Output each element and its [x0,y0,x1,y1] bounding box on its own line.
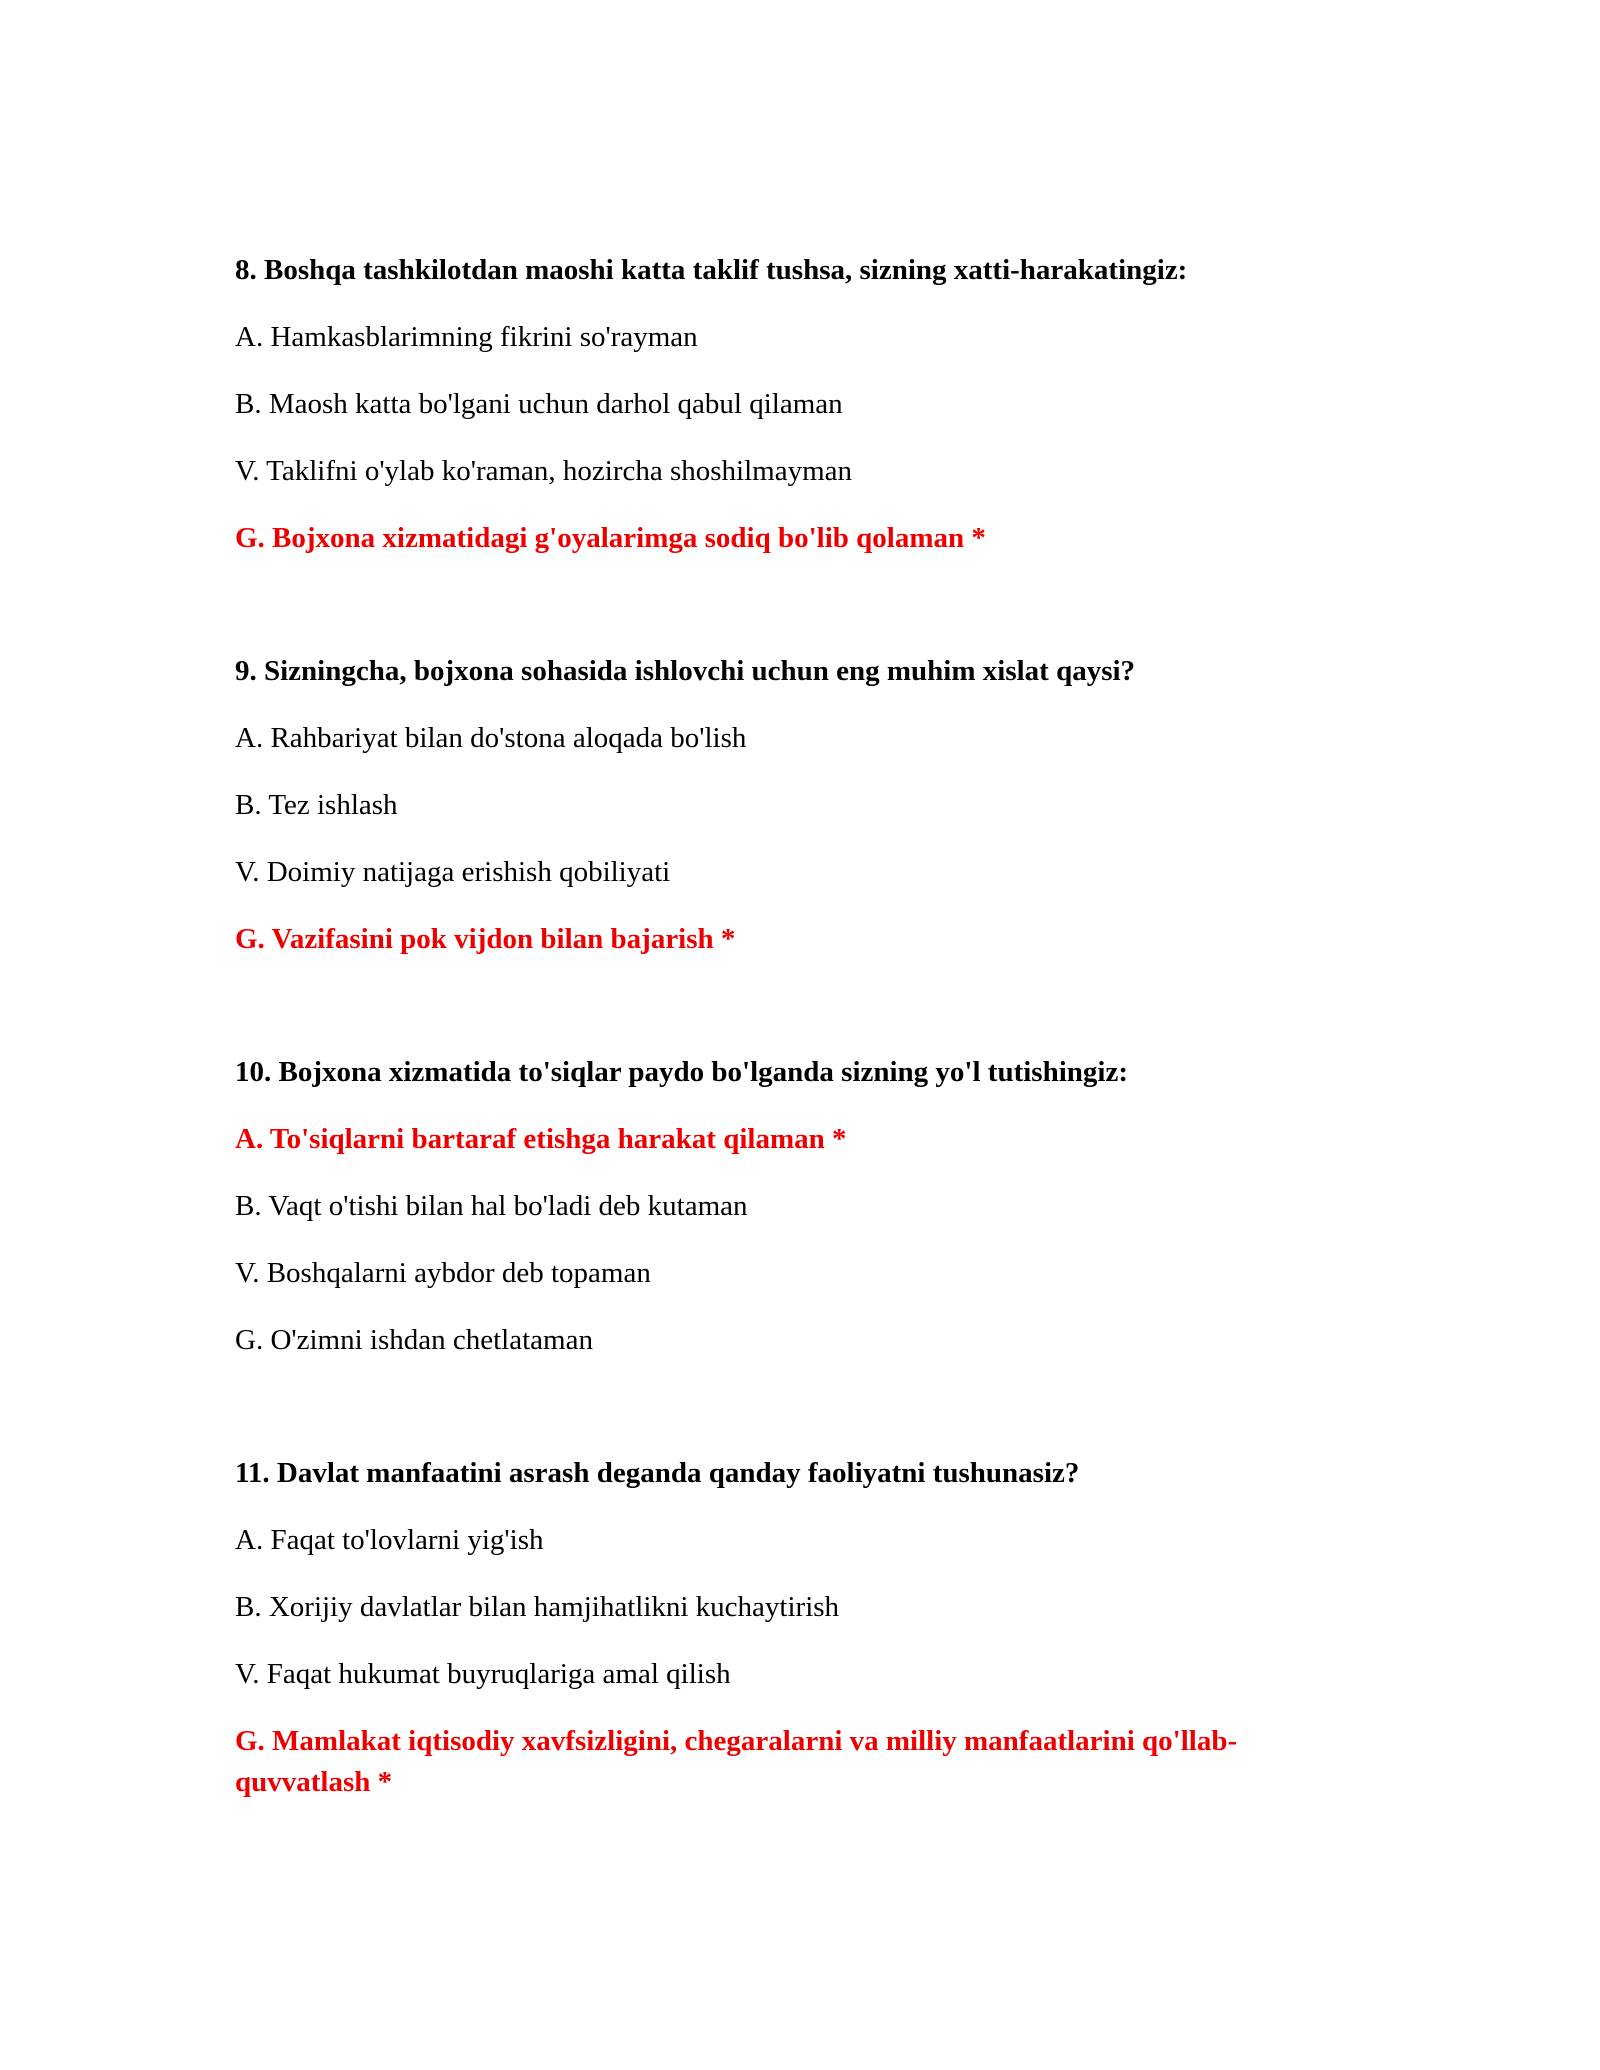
answer-option: B. Vaqt o'tishi bilan hal bo'ladi deb kutaman [235,1190,748,1222]
answer-option: V. Faqat hukumat buyruqlariga amal qilish [235,1658,731,1690]
answer-option: V. Taklifni o'ylab ko'raman, hozircha shoshilmayman [235,455,853,487]
question-title: 11. Davlat manfaatini asrash deganda qanday faoliyatni tushunasiz? [235,1457,1080,1489]
question-title: 9. Sizningcha, bojxona sohasida ishlovchi uchun eng muhim xislat qaysi? [235,655,1136,687]
document-page [235,250,1355,1829]
correct-answer-option: G. Mamlakat iqtisodiy xavfsizligini, chegaralarni va milliy manfaatlarini qo'llab-quvvatlash * [235,1725,1238,1798]
answer-option: A. Rahbariyat bilan do'stona aloqada bo'lish [235,722,747,754]
question-block-9 [235,651,1355,960]
question-spacer [235,585,1355,651]
answer-option: B. Maosh katta bo'lgani uchun darhol qabul qilaman [235,388,843,420]
answer-option: A. Faqat to'lovlarni yig'ish [235,1524,544,1556]
question-title: 10. Bojxona xizmatida to'siqlar paydo bo'lganda sizning yo'l tutishingiz: [235,1056,1128,1088]
answer-option: B. Tez ishlash [235,789,398,821]
answer-option: B. Xorijiy davlatlar bilan hamjihatlikni kuchaytirish [235,1591,840,1623]
correct-answer-option: G. Vazifasini pok vijdon bilan bajarish * [235,923,736,955]
question-title: 8. Boshqa tashkilotdan maoshi katta taklif tushsa, sizning xatti-harakatingiz: [235,254,1188,286]
question-block-11 [235,1453,1355,1803]
question-block-10 [235,1052,1355,1361]
answer-option: V. Doimiy natijaga erishish qobiliyati [235,856,671,888]
answer-option: G. O'zimni ishdan chetlataman [235,1324,593,1356]
correct-answer-option: G. Bojxona xizmatidagi g'oyalarimga sodiq bo'lib qolaman * [235,522,986,554]
answer-option: A. Hamkasblarimning fikrini so'rayman [235,321,698,353]
answer-option: V. Boshqalarni aybdor deb topaman [235,1257,651,1289]
question-spacer [235,986,1355,1052]
correct-answer-option: A. To'siqlarni bartaraf etishga harakat qilaman * [235,1123,847,1155]
question-block-8 [235,250,1355,559]
question-spacer [235,1387,1355,1453]
